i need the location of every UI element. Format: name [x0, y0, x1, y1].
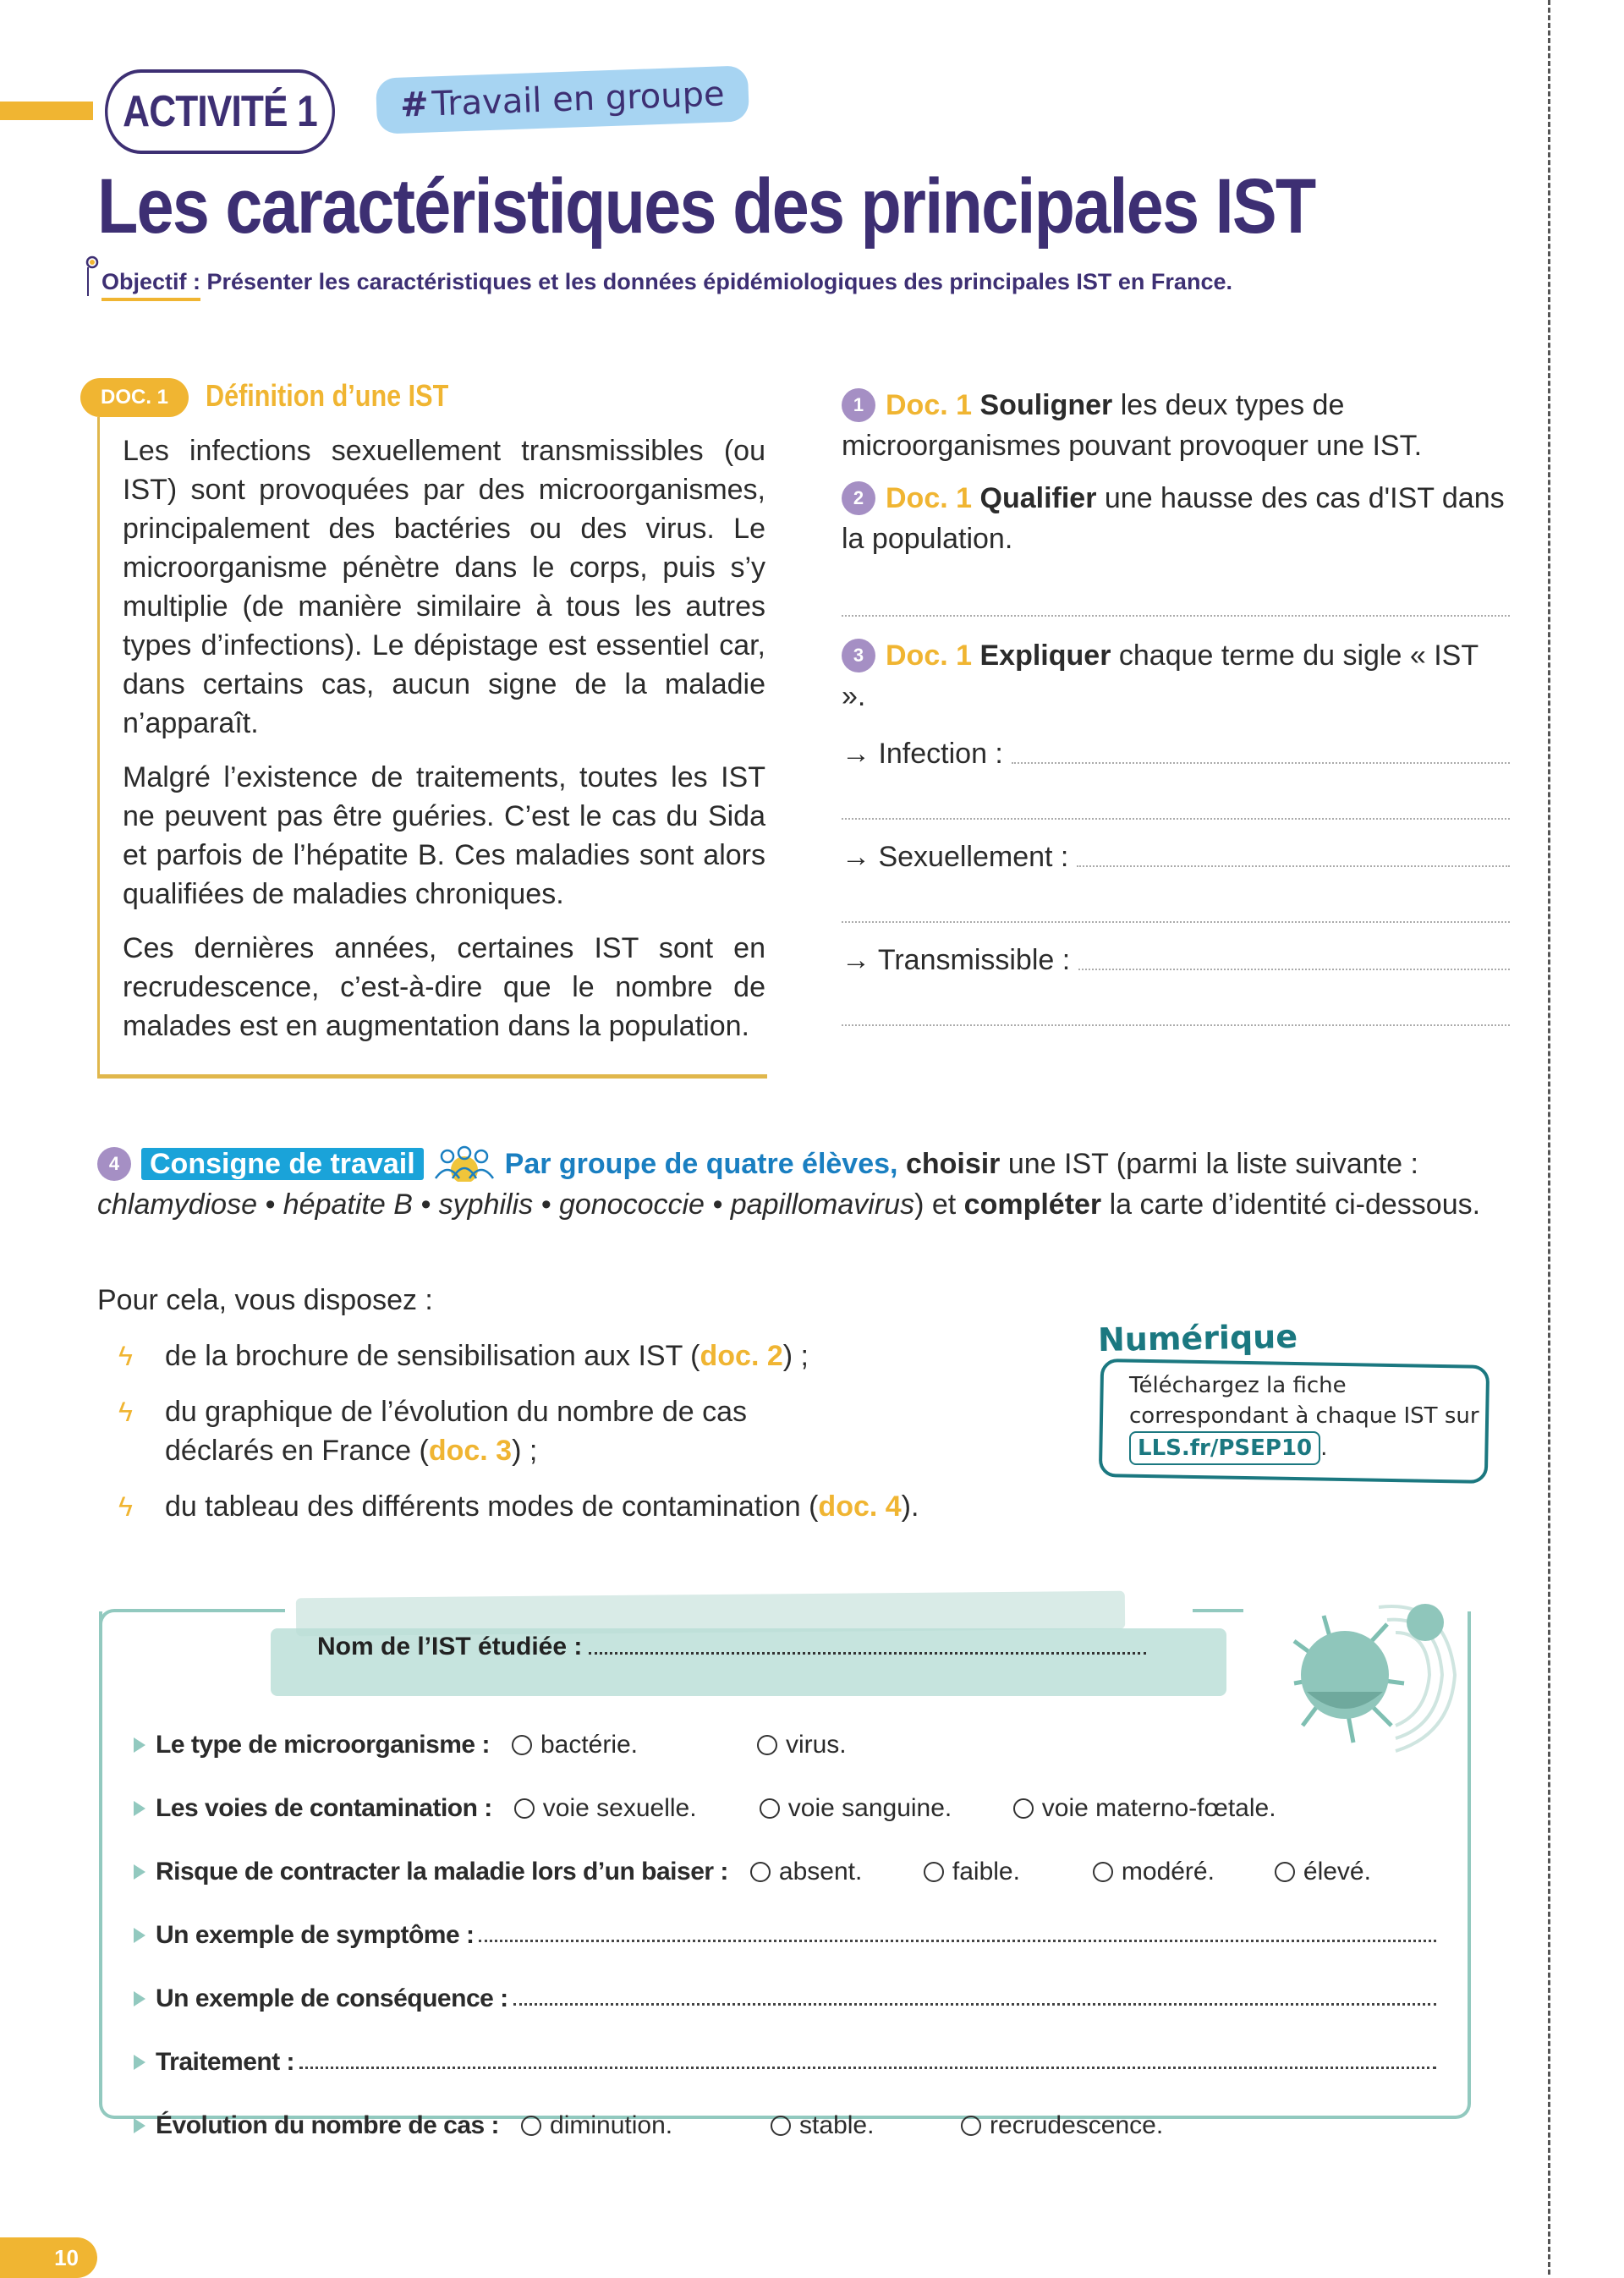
term-sexuellement[interactable]: [842, 837, 1510, 877]
radio-icon[interactable]: [924, 1862, 944, 1882]
question-1: [842, 385, 1510, 466]
resource-item: ϟ de la brochure de sensibilisation aux IST (doc. 2) ;: [118, 1337, 1007, 1375]
question-number: 2: [842, 481, 875, 515]
card-row-consequence: Un exemple de conséquence :: [134, 1967, 1436, 2030]
lightning-bullet-icon: ϟ: [118, 1397, 133, 1427]
radio-option[interactable]: voie sexuelle.: [514, 1794, 760, 1823]
term-label: → Transmissible :: [842, 944, 1071, 976]
radio-icon[interactable]: [757, 1735, 777, 1755]
radio-option[interactable]: modéré.: [1093, 1858, 1275, 1886]
question-verb: Souligner: [979, 389, 1113, 421]
work-instruction: [97, 1144, 1510, 1225]
radio-icon[interactable]: [512, 1735, 532, 1755]
answer-line[interactable]: [842, 980, 1510, 1026]
doc1-title: Définition d’une IST: [206, 378, 449, 413]
instruction-text: une IST (parmi la liste suivante :: [1000, 1148, 1418, 1180]
instruction-text: ) et: [914, 1188, 964, 1221]
ist-name-field[interactable]: [317, 1633, 1146, 1661]
triangle-bullet-icon: [134, 1737, 145, 1753]
question-3: [842, 635, 1510, 716]
doc1-paragraph: Ces dernières années, certaines IST sont en recrudescence, c’est-à-dire que le nombre de malades est en augmentation dans la population.: [123, 932, 765, 1042]
question-verb: Expliquer: [979, 639, 1111, 672]
ist-name-label: Nom de l’IST étudiée :: [317, 1633, 583, 1660]
page-margin-divider: [1548, 0, 1550, 2275]
triangle-bullet-icon: [134, 1991, 145, 2006]
objective: [102, 269, 1232, 295]
card-border: [99, 1609, 285, 1624]
answer-field[interactable]: [1078, 969, 1510, 970]
group-of-students-icon: [429, 1144, 500, 1182]
radio-option[interactable]: stable.: [771, 2111, 961, 2140]
card-row-microorganism: Le type de microorganisme : bactérie. virus.: [134, 1713, 1436, 1776]
ist-list: chlamydiose • hépatite B • syphilis • gonococcie • papillomavirus: [97, 1188, 915, 1221]
triangle-bullet-icon: [134, 1928, 145, 1943]
instruction-tag: Consigne de travail: [141, 1148, 424, 1180]
accent-bar: [0, 102, 93, 120]
radio-option[interactable]: recrudescence.: [961, 2111, 1163, 2140]
doc1-badge: DOC. 1: [80, 378, 189, 417]
instruction-verb: compléter: [963, 1188, 1102, 1221]
radio-icon[interactable]: [771, 2116, 791, 2136]
treatment-input[interactable]: [299, 2067, 1436, 2069]
resources-intro: Pour cela, vous disposez :: [97, 1284, 433, 1316]
question-verb: Qualifier: [979, 482, 1097, 514]
radio-icon[interactable]: [750, 1862, 771, 1882]
questions-section: [842, 385, 1510, 1026]
numerique-title: Numérique: [1097, 1317, 1298, 1359]
radio-icon[interactable]: [961, 2116, 981, 2136]
answer-line[interactable]: [842, 877, 1510, 923]
consequence-input[interactable]: [513, 2003, 1436, 2006]
radio-icon[interactable]: [1275, 1862, 1295, 1882]
question-number: 1: [842, 388, 875, 422]
instruction-text: la carte d’identité ci-dessous.: [1101, 1188, 1481, 1221]
resource-item: ϟ du graphique de l’évolution du nombre de cas déclarés en France (doc. 3) ;: [118, 1392, 1007, 1470]
question-text: une hausse des cas d'IST dans la population.: [842, 482, 1505, 555]
lightning-bullet-icon: ϟ: [118, 1491, 133, 1522]
term-label: → Infection :: [842, 738, 1003, 770]
triangle-bullet-icon: [134, 2055, 145, 2070]
radio-option[interactable]: élevé.: [1275, 1858, 1371, 1886]
term-infection[interactable]: [842, 733, 1510, 774]
question-text: chaque terme du sigle « IST ».: [842, 639, 1479, 712]
identity-card-rows: [134, 1713, 1436, 2157]
doc-reference[interactable]: doc. 2: [700, 1340, 783, 1372]
instruction-verb: choisir: [905, 1148, 1001, 1180]
download-link[interactable]: LLS.fr/PSEP10: [1129, 1431, 1320, 1465]
hashtag-icon: #: [399, 85, 430, 125]
triangle-bullet-icon: [134, 2118, 145, 2133]
term-transmissible[interactable]: [842, 940, 1510, 980]
doc1-paragraph: Les infections sexuellement transmissibles (ou IST) sont provoquées par des microorganismes, principalement des bactéries ou des virus. Le microorganisme pénètre dans le corps, puis s’y multiplie (de manière similaire à tous les autres types d’infections). Le dépistage est essentiel car, dans certains cas, aucun signe de la maladie n’apparaît.: [123, 435, 765, 739]
radio-option[interactable]: faible.: [924, 1858, 1093, 1886]
arrow-icon: →: [842, 738, 870, 770]
radio-option[interactable]: voie materno-fœtale.: [1013, 1794, 1276, 1823]
card-row-contamination: Les voies de contamination : voie sexuelle. voie sanguine. voie materno-fœtale.: [134, 1776, 1436, 1840]
triangle-bullet-icon: [134, 1801, 145, 1816]
group-instruction: Par groupe de quatre élèves,: [504, 1148, 898, 1180]
doc-reference: Doc. 1: [886, 389, 973, 421]
symptom-input[interactable]: [479, 1940, 1436, 1942]
group-work-label: Travail en groupe: [431, 74, 726, 124]
question-2: [842, 478, 1510, 559]
radio-option[interactable]: diminution.: [521, 2111, 771, 2140]
ist-name-input[interactable]: [589, 1652, 1146, 1655]
doc-reference[interactable]: doc. 4: [818, 1490, 902, 1523]
numerique-text: Téléchargez la fiche correspondant à chaque IST sur LLS.fr/PSEP10 .: [1129, 1370, 1484, 1465]
resource-item: ϟ du tableau des différents modes de contamination (doc. 4).: [118, 1487, 1007, 1526]
arrow-icon: →: [842, 944, 870, 976]
question-number: 4: [97, 1147, 131, 1181]
answer-line[interactable]: [842, 774, 1510, 820]
resources-list: [118, 1337, 1007, 1543]
lightning-bullet-icon: ϟ: [118, 1341, 133, 1371]
radio-option[interactable]: bactérie.: [512, 1731, 757, 1759]
radio-icon[interactable]: [1013, 1798, 1034, 1819]
group-work-tag: [376, 65, 749, 134]
radio-icon[interactable]: [1093, 1862, 1113, 1882]
triangle-bullet-icon: [134, 1864, 145, 1880]
doc-reference: Doc. 1: [886, 482, 973, 514]
doc1-paragraph: Malgré l’existence de traitements, toutes les IST ne peuvent pas être guéries. C’est le cas du Sida et parfois de l’hépatite B. Ces maladies sont alors qualifiées de maladies chroniques.: [123, 761, 765, 910]
card-row-kiss-risk: Risque de contracter la maladie lors d’un baiser : absent. faible. modéré. élevé.: [134, 1840, 1436, 1903]
radio-option[interactable]: voie sanguine.: [760, 1794, 1013, 1823]
radio-icon[interactable]: [521, 2116, 541, 2136]
objective-text: Présenter les caractéristiques et les données épidémiologiques des principales IST en France.: [200, 269, 1232, 294]
answer-field[interactable]: [1012, 762, 1510, 764]
doc1-body: [123, 431, 765, 1061]
answer-field[interactable]: [1077, 865, 1510, 867]
card-border: [1193, 1609, 1243, 1612]
page-number: 10: [0, 2237, 97, 2278]
answer-line-q2[interactable]: [842, 571, 1510, 617]
doc-reference[interactable]: doc. 3: [428, 1435, 513, 1467]
arrow-icon: →: [842, 841, 870, 873]
activity-label: ACTIVITÉ 1: [105, 69, 335, 154]
pin-icon: [85, 255, 100, 298]
card-row-evolution: Évolution du nombre de cas : diminution. stable. recrudescence.: [134, 2094, 1436, 2157]
radio-option[interactable]: virus.: [757, 1731, 847, 1759]
radio-icon[interactable]: [760, 1798, 780, 1819]
card-row-symptom: Un exemple de symptôme :: [134, 1903, 1436, 1967]
radio-icon[interactable]: [514, 1798, 535, 1819]
radio-option[interactable]: absent.: [750, 1858, 924, 1886]
question-text: les deux types de microorganismes pouvant provoquer une IST.: [842, 389, 1423, 462]
objective-label: Objectif :: [102, 269, 200, 301]
term-label: → Sexuellement :: [842, 841, 1069, 873]
page-title: Les caractéristiques des principales IST: [97, 163, 1315, 250]
question-number: 3: [842, 639, 875, 672]
card-row-treatment: Traitement :: [134, 2030, 1436, 2094]
doc-reference: Doc. 1: [886, 639, 973, 672]
